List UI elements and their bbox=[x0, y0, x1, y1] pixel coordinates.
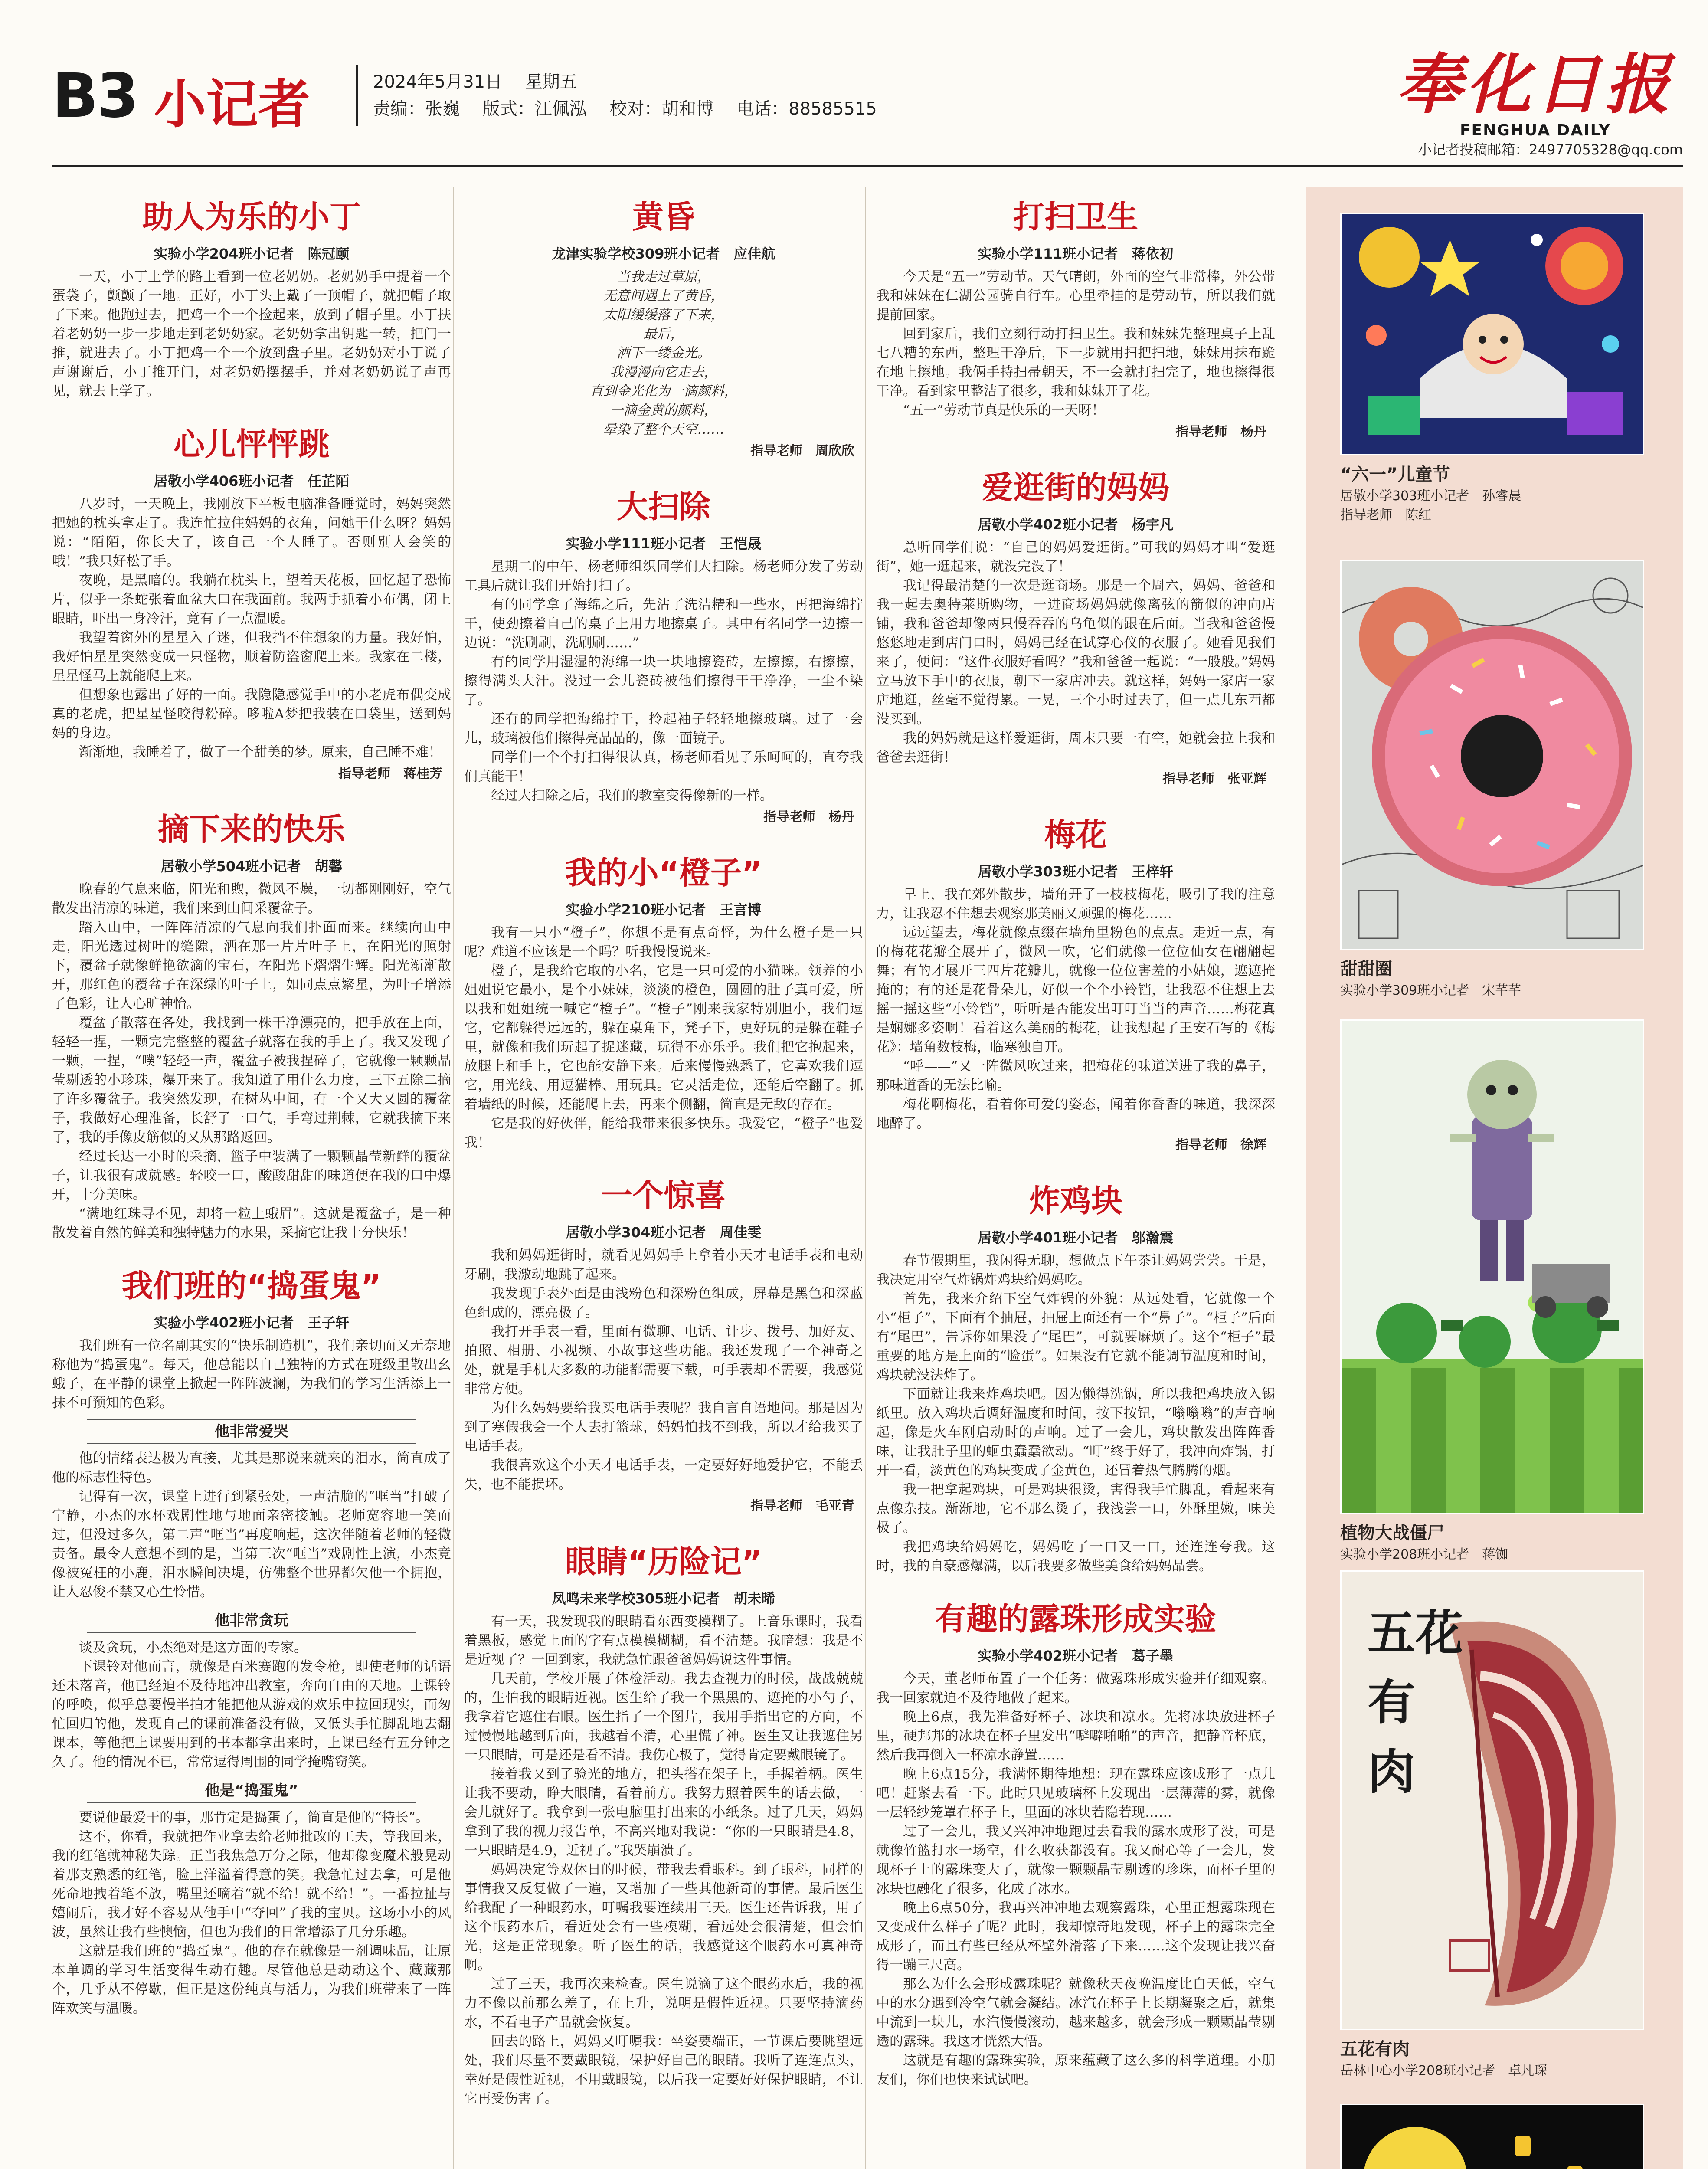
article-byline: 龙津实验学校309班小记者 应佳航 bbox=[552, 246, 775, 262]
artwork-image bbox=[1340, 2104, 1644, 2169]
paragraph: 下课铃对他而言，就像是百米赛跑的发令枪，即使老师的话语还未落音，他已经迫不及待地冲出教室，奔向自由的天地。上课铃的呼唤，似乎总要慢半拍才能把他从游戏的欢乐中拉回现实，而匆忙回归的他，发现自己的课前准备没有做，又低头手忙脚乱地去翻课本，等他把上课要用到的书本都拿出来时，上课已经有五分钟之久了。他的情况不已，常常逗得周围的同学掩嘴窃笑。 bbox=[52, 1659, 451, 1770]
artwork-image bbox=[1340, 1019, 1644, 1514]
paragraph: 有一天，我发现我的眼睛看东西变模糊了。上音乐课时，我看着黑板，感觉上面的字有点模模糊糊，看不清楚。我暗想：我是不是近视了？一回到家，我就急忙跟爸爸妈妈说这件事情。 bbox=[464, 1614, 863, 1668]
paragraph: 晚上6点15分，我满怀期待地想：现在露珠应该成形了一点儿吧！赶紧去看一下。此时只见玻璃杯上发现出一层薄薄的雾，就像一层轻纱笼罩在杯子上，里面的冰块若隐若现…… bbox=[876, 1766, 1275, 1820]
article-byline: 居敬小学304班小记者 周佳雯 bbox=[566, 1224, 762, 1241]
article-title: 我们班的“捣蛋鬼” bbox=[121, 1268, 382, 1304]
paragraph: 踏入山中，一阵阵清凉的气息向我们扑面而来。继续向山中走，阳光透过树叶的缝隙，洒在那一片片叶子上，在阳光的照射下，覆盆子就像鲜艳欲滴的宝石，在阳光下熠熠生辉。阳光渐渐散开，那红色的覆盆子在深绿的叶子上，如同点点繁星，为叶子增添了色彩，让人心旷神怡。 bbox=[52, 920, 451, 1012]
article bbox=[52, 1264, 451, 2018]
artwork-teacher: 指导老师 陈红 bbox=[1340, 508, 1431, 523]
subheading: 他非常贪玩 bbox=[87, 1609, 416, 1633]
column-2 bbox=[464, 187, 863, 2130]
article-byline: 实验小学204班小记者 陈冠颐 bbox=[154, 246, 350, 262]
paragraph: 夜晚，是黑暗的。我躺在枕头上，望着天花板，回忆起了恐怖片，似乎一条蛇张着血盆大口在我面前。我两手抓着小布偶，闭上眼睛，吓出一身冷汗，竟有了一点温暖。 bbox=[52, 573, 451, 626]
article-body bbox=[876, 538, 1275, 767]
paragraph: 总听同学们说：“自己的妈妈爱逛街。”可我的妈妈才叫“爱逛街”，她一逛起来，就没完没了！ bbox=[876, 540, 1275, 574]
teacher-credit: 指导老师 徐辉 bbox=[1175, 1137, 1266, 1153]
article-title: 眼睛“历险记” bbox=[565, 1543, 762, 1580]
masthead-english: FENGHUA DAILY bbox=[1459, 121, 1611, 139]
subheading: 他是“捣蛋鬼” bbox=[87, 1779, 416, 1803]
article-byline: 凤鸣未来学校305班小记者 胡未晞 bbox=[552, 1590, 775, 1607]
poem-line: 太阳缓缓落了下来， bbox=[603, 307, 724, 323]
paragraph: “满地红珠寻不见，却将一粒上蛾眉”。这就是覆盆子，是一种散发着自然的鲜美和独特魅力的水果，采摘它让我十分快乐！ bbox=[52, 1206, 451, 1241]
artwork-author: 实验小学309班小记者 宋芊芊 bbox=[1340, 983, 1521, 998]
poem-line: 一滴金黄的颜料， bbox=[610, 403, 717, 418]
article-byline: 实验小学402班小记者 葛子墨 bbox=[978, 1648, 1174, 1664]
artwork-item bbox=[1340, 560, 1644, 1000]
artwork-lettering: 有 bbox=[1368, 1674, 1415, 1730]
artwork-item bbox=[1340, 1019, 1644, 1564]
paragraph: 经过长达一小时的采摘，篮子中装满了一颗颗晶莹新鲜的覆盆子，让我很有成就感。轻咬一口，酸酸甜甜的味道便在我的口中爆开，十分美味。 bbox=[52, 1149, 451, 1202]
article-byline: 居敬小学406班小记者 任芷陌 bbox=[154, 473, 350, 489]
artwork-author: 实验小学208班小记者 蒋铷 bbox=[1340, 1547, 1508, 1562]
artwork-author: 岳林中心小学208班小记者 卓凡琛 bbox=[1340, 2063, 1548, 2078]
artwork-caption bbox=[1340, 462, 1644, 525]
paragraph: 星期二的中午，杨老师组织同学们大扫除。杨老师分发了劳动工具后就让我们开始打扫了。 bbox=[464, 559, 863, 593]
layout-credit: 版式：江佩泓 bbox=[482, 99, 587, 119]
paragraph: 晚上6点，我先准备好杯子、冰块和凉水。先将冰块放进杯子里，硬邦邦的冰块在杯子里发出“噼噼啪啪”的声音，把静音杯底，然后我再倒入一杯凉水静置…… bbox=[876, 1709, 1275, 1763]
paragraph: 我和妈妈逛街时，就看见妈妈手上拿着小天才电话手表和电动牙刷，我激动地跳了起来。 bbox=[464, 1248, 863, 1282]
artwork-lettering: 肉 bbox=[1368, 1744, 1415, 1800]
article-body bbox=[876, 885, 1275, 1133]
editor-credit: 责编：张巍 bbox=[373, 99, 460, 119]
paragraph: 这不，你看，我就把作业拿去给老师批改的工夫，等我回来，我的红笔就神秘失踪。正当我焦急万分之际，他却像变魔术般晃动着那支熟悉的红笔，脸上洋溢着得意的笑。我急忙过去拿，可是他死命地拽着笔不放，嘴里还嘀着“就不给！就不给！”。一番拉扯与嬉闹后，我才好不容易从他手中“夺回”了我的宝贝。这场小小的风波，虽然让我有些懊恼，但也为我们的日常增添了几分乐趣。 bbox=[52, 1829, 451, 1940]
column-1 bbox=[52, 187, 451, 2040]
subheading: 他非常爱哭 bbox=[87, 1419, 416, 1444]
article bbox=[464, 1540, 863, 2108]
article-title: 心儿怦怦跳 bbox=[173, 426, 330, 462]
article-body bbox=[464, 1612, 863, 2108]
paragraph: 春节假期里，我闲得无聊，想做点下午茶让妈妈尝尝。于是，我决定用空气炸锅炸鸡块给妈妈吃。 bbox=[876, 1253, 1275, 1288]
article-byline: 居敬小学401班小记者 邬瀚震 bbox=[978, 1229, 1174, 1246]
paragraph: 我有一只小“橙子”，你想不是有点奇怪，为什么橙子是一只呢？难道不应该是一个吗？听我慢慢说来。 bbox=[464, 925, 863, 960]
artwork-item bbox=[1340, 213, 1644, 525]
paragraph: 我打开手表一看，里面有微聊、电话、计步、拨号、加好友、拍照、相册、小视频、小故事这些功能。我还发现了一个神奇之处，就是手机大多数的功能都需要下载，可手表却不需要，我感觉非常方便。 bbox=[464, 1324, 863, 1397]
article-title: 一个惊喜 bbox=[601, 1177, 726, 1214]
poem-line: 晕染了整个天空…… bbox=[603, 422, 724, 437]
paragraph: 我望着窗外的星星入了迷，但我挡不住想象的力量。我好怕，我好怕星星突然变成一只怪物，顺着防盗窗爬上来。我家在二楼，星星怪马上就能爬上来。 bbox=[52, 630, 451, 684]
article-body bbox=[464, 923, 863, 1152]
paragraph: 它是我的好伙伴，能给我带来很多快乐。我爱它，“橙子”也爱我！ bbox=[464, 1116, 863, 1150]
paragraph: 记得有一次，课堂上进行到紧张处，一声清脆的“哐当”打破了宁静，小杰的水杯戏剧性地与地面亲密接触。老师宽容地一笑而过，但没过多久，第二声“哐当”再度响起，这次伴随着老师的轻微责备。最令人意想不到的是，当第三次“哐当”戏剧性上演，小杰竟像被冤枉的小鹿，泪水瞬间决堤，仿佛整个世界都欠他一个拥抱，让人忍俊不禁又心生怜惜。 bbox=[52, 1489, 451, 1600]
artwork-caption bbox=[1340, 2037, 1644, 2081]
masthead bbox=[1397, 48, 1674, 139]
article-byline: 居敬小学303班小记者 王梓轩 bbox=[978, 863, 1174, 880]
paragraph: 这就是我们班的“捣蛋鬼”。他的存在就像是一剂调味品，让原本单调的学习生活变得生动有趣。尽管他总是动动这个、藏藏那个，几乎从不停歇，但正是这份纯真与活力，为我们班带来了一阵阵欢笑与温暖。 bbox=[52, 1943, 451, 2016]
paragraph: 我的妈妈就是这样爱逛街，周末只要一有空，她就会拉上我和爸爸去逛街！ bbox=[876, 731, 1275, 765]
artwork-image bbox=[1340, 213, 1644, 455]
article bbox=[876, 1179, 1275, 1576]
teacher-credit: 指导老师 毛亚青 bbox=[750, 1498, 854, 1514]
paragraph: 八岁时，一天晚上，我刚放下平板电脑准备睡觉时，妈妈突然把她的枕头拿走了。我连忙拉住妈妈的衣角，问她干什么呀？妈妈说：“陌陌，你长大了，该自己一个人睡了。否则别人会笑的哦！”我只好松了手。 bbox=[52, 496, 451, 569]
artwork-author: 居敬小学303班小记者 孙睿晨 bbox=[1340, 488, 1521, 504]
article-title: 大扫除 bbox=[616, 488, 710, 525]
paragraph: 几天前，学校开展了体检活动。我去查视力的时候，战战兢兢的，生怕我的眼睛近视。医生给了我一个黑黑的、遮掩的小勺子，我拿着它遮住右眼。医生指了一个图片，我用手指出它的方向，不过慢慢地越到后面，我越看不清，心里慌了神。医生又让我遮住另一只眼睛，可是还是看不清。我伤心极了，觉得肯定要戴眼镜了。 bbox=[464, 1671, 863, 1763]
paragraph: 今天是“五一”劳动节。天气晴朗，外面的空气非常棒，外公带我和妹妹在仁湖公园骑自行车。心里牵挂的是劳动节，所以我们就提前回家。 bbox=[876, 269, 1275, 323]
paragraph: 今天，董老师布置了一个任务：做露珠形成实验并仔细观察。我一回家就迫不及待地做了起来。 bbox=[876, 1671, 1275, 1706]
paragraph: 回到家后，我们立刻行动打扫卫生。我和妹妹先整理桌子上乱七八糟的东西，整理干净后，下一步就用扫把扫地，妹妹用抹布跪在地上擦地。我俩手持扫帚朝天，不一会就打扫完了，地也擦得很干净。看到家里整洁了很多，我和妹妹开了花。 bbox=[876, 326, 1275, 399]
article bbox=[464, 485, 863, 829]
article-body bbox=[464, 557, 863, 805]
page-header bbox=[52, 48, 1683, 143]
paragraph: 为什么妈妈要给我买电话手表呢？我自言自语地问。那是因为到了寒假我会一个人去打篮球，妈妈怕找不到我，所以才给我买了电话手表。 bbox=[464, 1400, 863, 1454]
artwork-title: 五花有肉 bbox=[1340, 2039, 1410, 2059]
paragraph: 这就是有趣的露珠实验，原来蕴藏了这么多的科学道理。小朋友们，你们也快来试试吧。 bbox=[876, 2053, 1275, 2087]
poem-line: 当我走过草原， bbox=[616, 269, 711, 285]
paragraph: 还有的同学把海绵拧干，拎起袖子轻轻地擦玻璃。过了一会儿，玻璃被他们擦得亮晶晶的，像一面镜子。 bbox=[464, 711, 863, 746]
paragraph: 覆盆子散落在各处，我找到一株干净漂亮的，把手放在上面，轻轻一捏，一颗完完整整的覆盆子就落在我的手上了。我又发现了一颗，一捏，“噗”轻轻一声，覆盆子被我捏碎了，它就像一颗颗晶莹剔透的小珍珠，爆开来了。我知道了用什么力度，三下五除二摘了许多覆盆子。我突然发现，在树丛中间，有一个又大又圆的覆盆子，我做好心理准备，长舒了一口气，手弯过荆棘，它就我摘下来了，我的手像皮筋似的又从那路返回。 bbox=[52, 1015, 451, 1145]
proof-credit: 校对：胡和博 bbox=[609, 99, 714, 119]
column-rule bbox=[865, 187, 866, 2169]
artwork-item bbox=[1340, 1570, 1644, 2081]
poem-line: 无意间遇上了黄昏， bbox=[603, 288, 724, 304]
artwork-image bbox=[1340, 1570, 1644, 2030]
poem-line: 洒下一缕金光。 bbox=[616, 345, 711, 361]
article-byline: 实验小学210班小记者 王言博 bbox=[566, 901, 762, 918]
article bbox=[876, 195, 1275, 444]
paragraph: 同学们一个个打扫得很认真，杨老师看见了乐呵呵的，直夸我们真能干！ bbox=[464, 750, 863, 784]
teacher-credit: 指导老师 杨丹 bbox=[763, 809, 854, 825]
article-title: 炸鸡块 bbox=[1028, 1183, 1122, 1219]
teacher-credit: 指导老师 周欣欣 bbox=[750, 443, 854, 459]
paragraph: 要说他最爱干的事，那肯定是捣蛋了，简直是他的“特长”。 bbox=[79, 1810, 429, 1825]
paragraph: 远远望去，梅花就像点缀在墙角里粉色的点点。走近一点，有的梅花花瓣全展开了，微风一吹，它们就像一位位仙女在翩翩起舞；有的才展开三四片花瓣儿，就像一位位害羞的小姑娘，遮遮掩掩的；有的还是花骨朵儿，好似一个个小铃铛，让我忍不住想上去摇一摇这些“小铃铛”，听听是否能发出叮叮当当的声音……梅花真是娴娜多姿啊！看着这么美丽的梅花，让我想起了王安石写的《梅花》：墙角数枝梅，临寒独自开。 bbox=[876, 925, 1275, 1055]
paragraph: 回去的路上，妈妈又叮嘱我：坐姿要端正，一节课后要眺望远处，我们尽量不要戴眼镜，保护好自己的眼睛。我听了连连点头，幸好是假性近视，不用戴眼镜，以后我一定要好好保护眼睛，不让它再受伤害了。 bbox=[464, 2034, 863, 2107]
email-line: 小记者投稿邮箱：2497705328@qq.com bbox=[1418, 141, 1683, 158]
paragraph: 我们班有一位名副其实的“快乐制造机”，我们亲切而又无奈地称他为“捣蛋鬼”。每天，他总能以自己独特的方式在班级里散出幺蛾子，在平静的课堂上掀起一阵阵波澜，为我们的学习生活添上一抹不可预知的色彩。 bbox=[52, 1338, 451, 1411]
paragraph: 晚春的气息来临，阳光和煦，微风不燥，一切都刚刚好，空气散发出清凉的味道，我们来到山间采覆盆子。 bbox=[52, 881, 451, 916]
article bbox=[52, 808, 451, 1242]
issue-date: 2024年5月31日 bbox=[373, 72, 503, 92]
paragraph: 渐渐地，我睡着了，做了一个甜美的梦。原来，自己睡不难！ bbox=[79, 744, 442, 760]
article-body bbox=[52, 1336, 451, 2018]
paragraph: 我很喜欢这个小天才电话手表，一定要好好地爱护它，不能丢失，也不能损坏。 bbox=[464, 1458, 863, 1492]
article bbox=[876, 466, 1275, 791]
article-title: 打扫卫生 bbox=[1013, 199, 1138, 235]
poem-line: 直到金光化为一滴颜料， bbox=[589, 383, 738, 399]
paragraph: 早上，我在郊外散步，墙角开了一枝枝梅花，吸引了我的注意力，让我忍不住想去观察那美丽又顽强的梅花…… bbox=[876, 887, 1275, 921]
article bbox=[52, 423, 451, 786]
article-body bbox=[876, 267, 1275, 420]
article-byline: 居敬小学504班小记者 胡馨 bbox=[160, 858, 343, 875]
article-body bbox=[52, 880, 451, 1242]
artwork-caption bbox=[1340, 1521, 1644, 1564]
paragraph: 但想象也露出了好的一面。我隐隐感觉手中的小老虎布偶变成真的老虎，把星星怪咬得粉碎。哆啦A梦把我装在口袋里，送到妈妈的身边。 bbox=[52, 687, 451, 741]
paragraph: 有的同学拿了海绵之后，先沾了洗洁精和一些水，再把海绵拧干，使劲擦着自己的桌子上用力地擦桌子。其中有名同学一边擦一边说：“洗刷刷，洗刷刷……” bbox=[464, 597, 863, 651]
artwork-title: 植物大战僵尸 bbox=[1340, 1523, 1444, 1543]
article bbox=[876, 1597, 1275, 2089]
article-title: 有趣的露珠形成实验 bbox=[935, 1601, 1216, 1637]
paragraph: 梅花啊梅花，看着你可爱的姿态，闻着你香香的味道，我深深地醉了。 bbox=[876, 1097, 1275, 1131]
paragraph: 那么为什么会形成露珠呢？就像秋天夜晚温度比白天低，空气中的水分遇到冷空气就会凝结。冰汽在杯子上长期凝聚之后，就集中流到一块儿，水汽慢慢滚动，越来越多，就会形成一颗颗晶莹剔透的露珠。我这才恍然大悟。 bbox=[876, 1976, 1275, 2049]
article-body bbox=[52, 267, 451, 401]
article bbox=[464, 851, 863, 1152]
article-title: 我的小“橙子” bbox=[565, 855, 762, 891]
paragraph: 谈及贪玩，小杰绝对是这方面的专家。 bbox=[79, 1640, 308, 1655]
article-byline: 实验小学111班小记者 蒋依初 bbox=[978, 246, 1174, 262]
page-number: B3 bbox=[52, 61, 137, 131]
masthead-logo: 奉化日报 bbox=[1396, 46, 1674, 123]
teacher-credit: 指导老师 杨丹 bbox=[1175, 424, 1266, 439]
header-divider bbox=[356, 65, 358, 126]
poem-line: 我漫漫向它走去， bbox=[610, 364, 717, 380]
artwork-item bbox=[1340, 2104, 1644, 2169]
article-body bbox=[52, 495, 451, 762]
poem-line: 最后， bbox=[643, 326, 684, 342]
article bbox=[876, 813, 1275, 1157]
article-title: 摘下来的快乐 bbox=[157, 811, 345, 848]
article bbox=[464, 195, 863, 463]
article bbox=[52, 195, 451, 401]
article-body bbox=[876, 1251, 1275, 1576]
paragraph: 橙子，是我给它取的小名，它是一只可爱的小猫咪。领养的小姐姐说它最小，是个小妹妹，淡淡的橙色，圆圆的肚子真可爱，所以我和姐姐统一喊它“橙子”。“橙子”刚来我家特别胆小，我们逗它，它都躲得远远的，躲在桌角下，凳子下，更好玩的是躲在鞋子里，就像和我们玩起了捉迷藏，玩得不亦乐乎。我们把它抱起来，放腿上和手上，它也能安静下来。后来慢慢熟悉了，它喜欢我们逗它，用光线、用逗猫棒、用玩具。它灵活走位，还能后空翻了。抓着墙纸的时候，还能爬上去，再来个侧翻，简直是无敌的存在。 bbox=[464, 963, 863, 1112]
phone-credit: 电话：88585515 bbox=[736, 99, 877, 119]
paragraph: 我发现手表外面是由浅粉色和深粉色组成，屏幕是黑色和深蓝色组成的，漂亮极了。 bbox=[464, 1286, 863, 1320]
teacher-credit: 指导老师 张亚辉 bbox=[1162, 771, 1266, 786]
paragraph: 一天，小丁上学的路上看到一位老奶奶。老奶奶手中提着一个蛋袋子，颤颤了一地。正好，小丁头上戴了一顶帽子，就把帽子取了下来。他跑过去，把鸡一个一个捡起来，放到了帽子里。小丁扶着老奶奶一步一步地走到老奶奶家。老奶奶拿出钥匙一转，把门一推，就进去了。小丁把鸡一个一个放到盘子里。老奶奶对小丁说了声谢谢后，小丁推开门，对老奶奶摆摆手，并对老奶奶说了声再见，就去上学了。 bbox=[52, 269, 451, 399]
issue-weekday: 星期五 bbox=[525, 72, 577, 92]
paragraph: 他的情绪表达极为直接，尤其是那说来就来的泪水，简直成了他的标志性特色。 bbox=[52, 1451, 451, 1485]
article-title: 助人为乐的小丁 bbox=[142, 199, 361, 235]
artwork-panel bbox=[1306, 187, 1683, 2169]
artwork-caption bbox=[1340, 957, 1644, 1000]
artwork-lettering: 五花 bbox=[1368, 1605, 1463, 1661]
article bbox=[464, 1174, 863, 1518]
article-byline: 实验小学111班小记者 王恺晟 bbox=[566, 535, 762, 552]
paragraph: 晚上6点50分，我再兴冲冲地去观察露珠，心里正想露珠现在又变成什么样子了呢？此时，我却惊奇地发现，杯子上的露珠完全成形了，而且有些已经从杯壁外滑落了下来……这个发现让我兴奋得一蹦三尺高。 bbox=[876, 1900, 1275, 1973]
column-3 bbox=[876, 187, 1275, 2111]
paragraph: 首先，我来介绍下空气炸锅的外貌：从远处看，它就像一个小“柜子”，下面有个抽屉，抽屉上面还有一个“鼻子”。“柜子”后面有“尾巴”，告诉你如果没了“尾巴”，可就要麻烦了。这个“柜子”最重要的地方是上面的“脸蛋”。如果没有它就不能调节温度和时间，鸡块就没法炸了。 bbox=[876, 1291, 1275, 1383]
paragraph: 有的同学用湿湿的海绵一块一块地擦瓷砖，左擦擦，右擦擦，擦得满头大汗。没过一会儿瓷砖被他们擦得干干净净，一尘不染了。 bbox=[464, 654, 863, 708]
article-title: 梅花 bbox=[1044, 816, 1107, 853]
article-byline: 实验小学402班小记者 王子轩 bbox=[154, 1314, 350, 1331]
article-body bbox=[876, 1669, 1275, 2089]
column-rule bbox=[453, 187, 454, 2169]
paragraph: 妈妈决定等双休日的时候，带我去看眼科。到了眼科，同样的事情我又反复做了一遍，又增加了一些其他新奇的事情。最后医生给我配了一种眼药水，叮嘱我要连续用三天。医生还告诉我，用了这个眼药水后，看近处会有一些模糊，看远处会很清楚，但会怕光，这是正常现象。听了医生的话，我感觉这个眼药水可真神奇啊。 bbox=[464, 1862, 863, 1973]
paragraph: 过了三天，我再次来检查。医生说滴了这个眼药水后，我的视力不像以前那么差了，在上升，说明是假性近视。只要坚持滴药水，不看电子产品就会恢复。 bbox=[464, 1976, 863, 2030]
section-title: 小记者 bbox=[154, 75, 310, 135]
paragraph: 我把鸡块给妈妈吃，妈妈吃了一口又一口，还连连夸我。这时，我的自豪感爆满，以后我要多做些美食给妈妈品尝。 bbox=[876, 1539, 1275, 1574]
artwork-title: 甜甜圈 bbox=[1340, 959, 1392, 979]
article-body bbox=[464, 1246, 863, 1494]
paragraph: 接着我又到了验光的地方，把头搭在架子上，手握着柄。医生让我不要动，睁大眼睛，看着前方。我努力照着医生的话去做，一会儿就好了。我拿到一张电脑里打出来的小纸条。过了几天，妈妈拿到了我的视力报告单，不高兴地对我说：“你的一只眼睛是4.8，一只眼睛是4.9，近视了。”我哭崩溃了。 bbox=[464, 1766, 863, 1858]
article-title: 黄昏 bbox=[632, 199, 695, 235]
teacher-credit: 指导老师 蒋桂芳 bbox=[338, 766, 442, 781]
paragraph: “呼——”又一阵微风吹过来，把梅花的味道送进了我的鼻子，那味道香的无法比喻。 bbox=[876, 1058, 1275, 1093]
header-rule bbox=[52, 165, 1683, 167]
paragraph: 下面就让我来炸鸡块吧。因为懒得洗锅，所以我把鸡块放入锡纸里。放入鸡块后调好温度和时间，按下按钮，“嗡嗡嗡”的声音响起，像是火车刚启动时的声响。过了一会儿，鸡块散发出阵阵香味，让我肚子里的蛔虫蠢蠢欲动。“叮”终于好了，我冲向炸锅，打开一看，淡黄色的鸡块变成了金黄色，还冒着热气腾腾的烟。 bbox=[876, 1386, 1275, 1478]
poem-body bbox=[464, 267, 863, 439]
header-info bbox=[373, 69, 894, 122]
article-title: 爱逛街的妈妈 bbox=[982, 469, 1169, 506]
artwork-image bbox=[1340, 560, 1644, 950]
paragraph: 我记得最清楚的一次是逛商场。那是一个周六，妈妈、爸爸和我一起去奥特莱斯购物，一进商场妈妈就像离弦的箭似的冲向店铺，我和爸爸却像两只慢吞吞的乌龟似的跟在后面。当我和爸爸慢悠悠地走到店门口时，妈妈已经在试穿心仪的衣服了。她看见我们来了，便问：“这件衣服好看吗？”我和爸爸一起说：“一般般。”妈妈立马放下手中的衣服，朝下一家店冲去。就这样，妈妈一家店一家店地逛，丝毫不觉得累。一晃，三个小时过去了，但一点儿东西都没买到。 bbox=[876, 578, 1275, 727]
artwork-title: “六一”儿童节 bbox=[1340, 465, 1450, 485]
paragraph: 经过大扫除之后，我们的教室变得像新的一样。 bbox=[491, 788, 773, 803]
paragraph: 我一把拿起鸡块，可是鸡块很烫，害得我手忙脚乱，看起来有点像杂技。渐渐地，它不那么烫了，我浅尝一口，外酥里嫩，味美极了。 bbox=[876, 1482, 1275, 1536]
paragraph: 过了一会儿，我又兴冲冲地跑过去看我的露水成形了没，可是就像竹篮打水一场空，什么收获都没有。我又耐心等了一会儿，发现杯子上的露珠变大了，就像一颗颗晶莹剔透的珍珠，而杯子里的冰块也融化了很多，化成了冰水。 bbox=[876, 1824, 1275, 1897]
paragraph: “五一”劳动节真是快乐的一天呀！ bbox=[903, 403, 1105, 418]
article-byline: 居敬小学402班小记者 杨宇凡 bbox=[978, 516, 1174, 533]
